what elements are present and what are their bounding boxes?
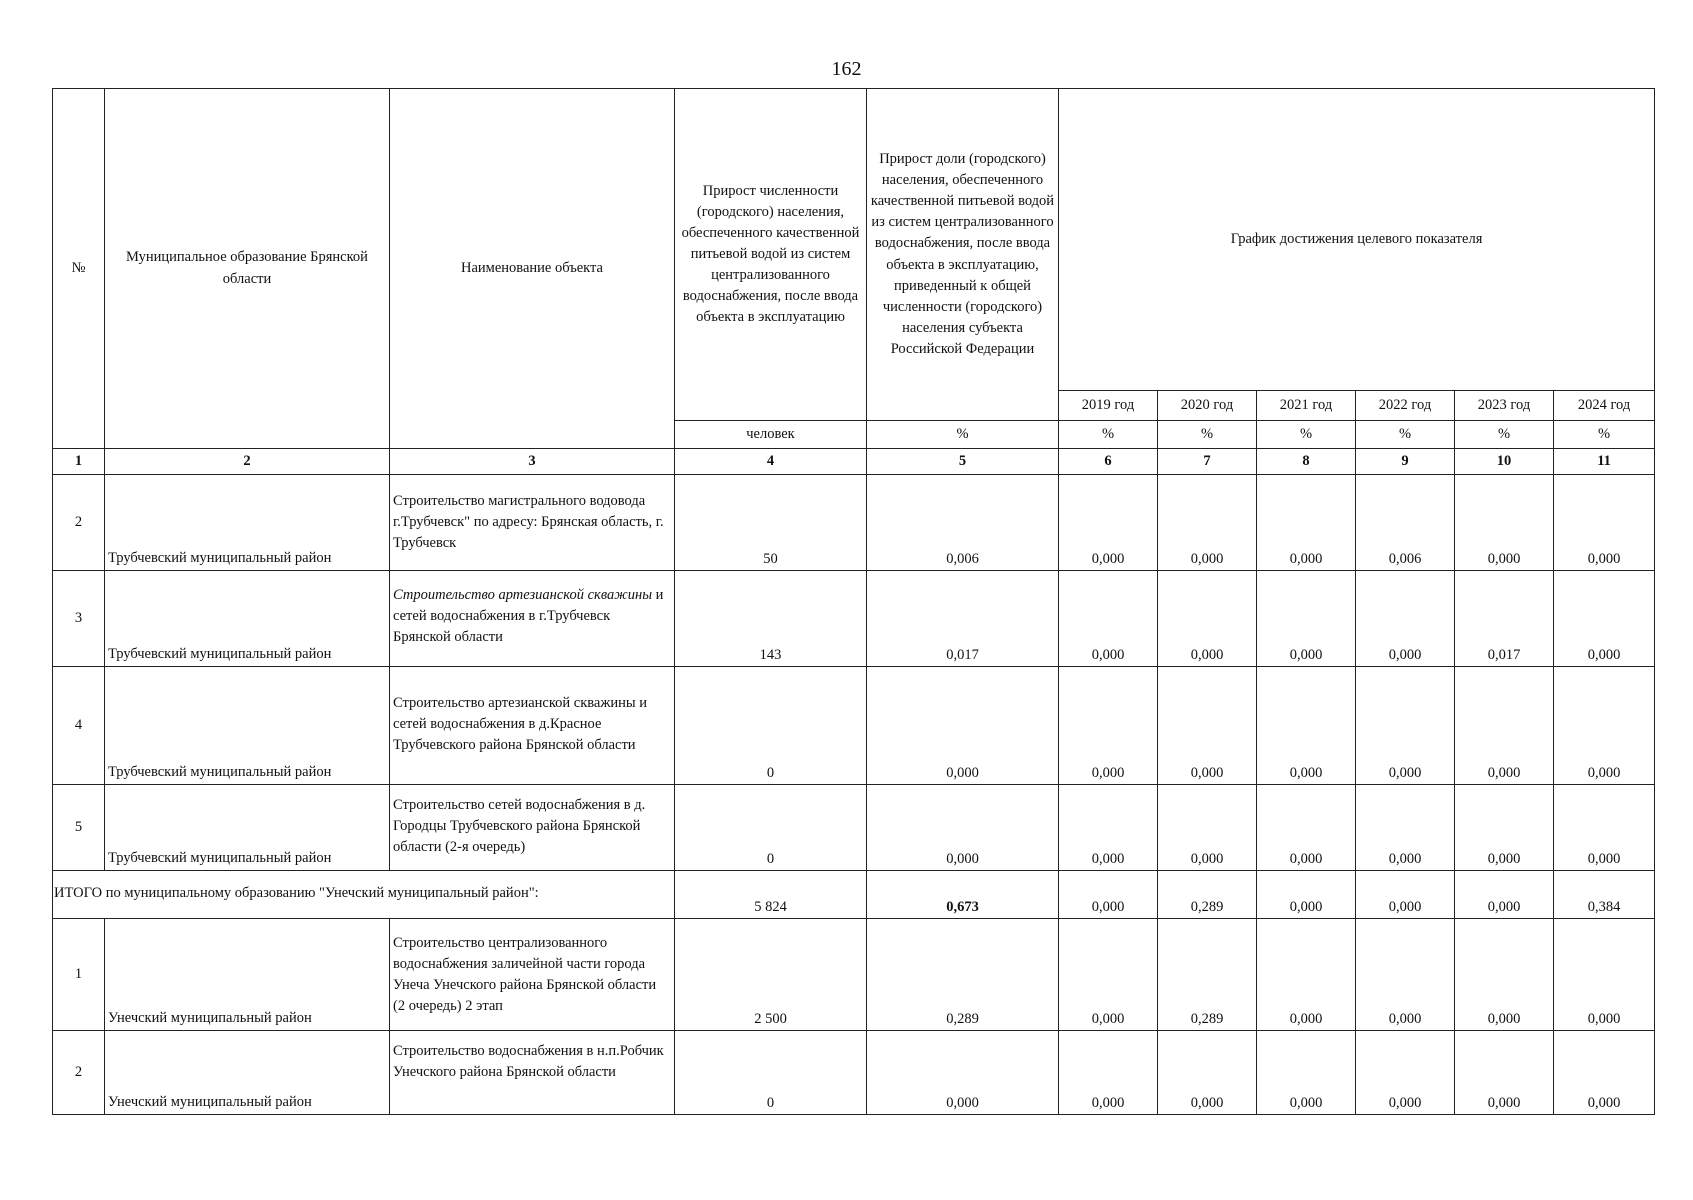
row-2023: 0,000 (1455, 785, 1554, 871)
total-2019: 0,000 (1059, 871, 1158, 919)
row-2024: 0,000 (1554, 667, 1655, 785)
total-2023: 0,000 (1455, 871, 1554, 919)
row-number: 1 (53, 919, 105, 1031)
unit-percent: % (867, 421, 1059, 449)
table-row (53, 571, 1655, 667)
row-share: 0,017 (867, 571, 1059, 667)
row-2024: 0,000 (1554, 475, 1655, 571)
row-2023: 0,017 (1455, 571, 1554, 667)
column-index: 8 (1257, 449, 1356, 475)
header-year-2022: 2022 год (1356, 391, 1455, 421)
row-share: 0,000 (867, 667, 1059, 785)
row-2019: 0,000 (1059, 1031, 1158, 1115)
header-year-2023: 2023 год (1455, 391, 1554, 421)
table-row (53, 1031, 1655, 1115)
total-2024: 0,384 (1554, 871, 1655, 919)
row-municipality: Трубчевский муниципальный район (105, 571, 390, 667)
column-index: 4 (675, 449, 867, 475)
column-index: 3 (390, 449, 675, 475)
column-index: 2 (105, 449, 390, 475)
row-people: 50 (675, 475, 867, 571)
row-2022: 0,000 (1356, 1031, 1455, 1115)
column-index: 10 (1455, 449, 1554, 475)
header-population-growth: Прирост численности (городского) населения, обеспеченного качественной питьевой водой из систем централизованного водоснабжения, после ввода объекта в эксплуатацию (675, 89, 867, 421)
row-object (390, 571, 675, 667)
row-2019: 0,000 (1059, 571, 1158, 667)
row-2021: 0,000 (1257, 667, 1356, 785)
header-object-name: Наименование объекта (390, 89, 675, 449)
row-2024: 0,000 (1554, 571, 1655, 667)
row-municipality: Трубчевский муниципальный район (105, 667, 390, 785)
row-number: 4 (53, 667, 105, 785)
total-row (53, 871, 1655, 919)
total-label: ИТОГО по муниципальному образованию "Унечский муниципальный район": (53, 871, 675, 919)
row-municipality: Трубчевский муниципальный район (105, 785, 390, 871)
row-2020: 0,000 (1158, 785, 1257, 871)
row-number: 5 (53, 785, 105, 871)
unit-percent: % (1554, 421, 1655, 449)
row-people: 0 (675, 785, 867, 871)
row-2024: 0,000 (1554, 1031, 1655, 1115)
unit-percent: % (1356, 421, 1455, 449)
row-2019: 0,000 (1059, 919, 1158, 1031)
unit-percent: % (1059, 421, 1158, 449)
column-index: 6 (1059, 449, 1158, 475)
row-object-italic: Строительство артезианской скважины (393, 587, 653, 603)
row-2023: 0,000 (1455, 1031, 1554, 1115)
row-municipality: Унечский муниципальный район (105, 919, 390, 1031)
row-2021: 0,000 (1257, 571, 1356, 667)
page-number: 162 (831, 58, 862, 80)
row-2022: 0,000 (1356, 571, 1455, 667)
unit-people: человек (675, 421, 867, 449)
row-2023: 0,000 (1455, 475, 1554, 571)
row-2019: 0,000 (1059, 475, 1158, 571)
total-2020: 0,289 (1158, 871, 1257, 919)
row-people: 2 500 (675, 919, 867, 1031)
row-2023: 0,000 (1455, 919, 1554, 1031)
header-year-2020: 2020 год (1158, 391, 1257, 421)
row-municipality: Трубчевский муниципальный район (105, 475, 390, 571)
row-people: 0 (675, 667, 867, 785)
table-row (53, 475, 1655, 571)
column-index: 11 (1554, 449, 1655, 475)
unit-percent: % (1257, 421, 1356, 449)
table-row (53, 667, 1655, 785)
header-row (53, 89, 1655, 391)
row-2022: 0,000 (1356, 919, 1455, 1031)
row-share: 0,000 (867, 1031, 1059, 1115)
row-2024: 0,000 (1554, 785, 1655, 871)
header-municipality: Муниципальное образование Брянской области (105, 89, 390, 449)
row-object: Строительство магистрального водовода г.Трубчевск" по адресу: Брянская область, г. Трубчевск (390, 475, 675, 571)
header-no: № (53, 89, 105, 449)
total-share: 0,673 (867, 871, 1059, 919)
column-index-row (53, 449, 1655, 475)
table-row (53, 919, 1655, 1031)
row-2020: 0,000 (1158, 667, 1257, 785)
column-index: 7 (1158, 449, 1257, 475)
column-index: 5 (867, 449, 1059, 475)
row-2020: 0,000 (1158, 571, 1257, 667)
row-share: 0,289 (867, 919, 1059, 1031)
row-2020: 0,000 (1158, 475, 1257, 571)
total-2022: 0,000 (1356, 871, 1455, 919)
row-object: Строительство сетей водоснабжения в д. Городцы Трубчевского района Брянской области (2-я очередь) (390, 785, 675, 871)
row-2022: 0,000 (1356, 785, 1455, 871)
column-index: 1 (53, 449, 105, 475)
row-2020: 0,000 (1158, 1031, 1257, 1115)
row-2020: 0,289 (1158, 919, 1257, 1031)
row-2021: 0,000 (1257, 785, 1356, 871)
header-schedule: График достижения целевого показателя (1059, 89, 1655, 391)
row-people: 0 (675, 1031, 867, 1115)
header-year-2019: 2019 год (1059, 391, 1158, 421)
row-2021: 0,000 (1257, 1031, 1356, 1115)
header-year-2024: 2024 год (1554, 391, 1655, 421)
row-people: 143 (675, 571, 867, 667)
unit-percent: % (1455, 421, 1554, 449)
row-2021: 0,000 (1257, 919, 1356, 1031)
total-2021: 0,000 (1257, 871, 1356, 919)
row-2022: 0,000 (1356, 667, 1455, 785)
row-2024: 0,000 (1554, 919, 1655, 1031)
row-municipality: Унечский муниципальный район (105, 1031, 390, 1115)
row-2019: 0,000 (1059, 667, 1158, 785)
column-index: 9 (1356, 449, 1455, 475)
row-object: Строительство водоснабжения в н.п.Робчик Унечского района Брянской области (390, 1031, 675, 1115)
row-number: 3 (53, 571, 105, 667)
row-object: Строительство артезианской скважины и сетей водоснабжения в д.Красное Трубчевского района Брянской области (390, 667, 675, 785)
unit-percent: % (1158, 421, 1257, 449)
table-row (53, 785, 1655, 871)
row-2022: 0,006 (1356, 475, 1455, 571)
row-object-rest: и сетей водоснабжения в г.Трубчевск Брянской области (393, 587, 664, 646)
header-share-growth: Прирост доли (городского) населения, обеспеченного качественной питьевой водой из систем централизованного водоснабжения, после ввода объекта в эксплуатацию, приведенный к общей численности (городского) населения субъекта Российской Федерации (867, 89, 1059, 421)
row-share: 0,000 (867, 785, 1059, 871)
row-2019: 0,000 (1059, 785, 1158, 871)
row-number: 2 (53, 1031, 105, 1115)
target-indicator-table (52, 88, 1655, 1115)
row-share: 0,006 (867, 475, 1059, 571)
row-number: 2 (53, 475, 105, 571)
total-people: 5 824 (675, 871, 867, 919)
row-object: Строительство централизованного водоснабжения заличейной части города Унеча Унечского района Брянской области (2 очередь) 2 этап (390, 919, 675, 1031)
row-2021: 0,000 (1257, 475, 1356, 571)
header-year-2021: 2021 год (1257, 391, 1356, 421)
row-2023: 0,000 (1455, 667, 1554, 785)
